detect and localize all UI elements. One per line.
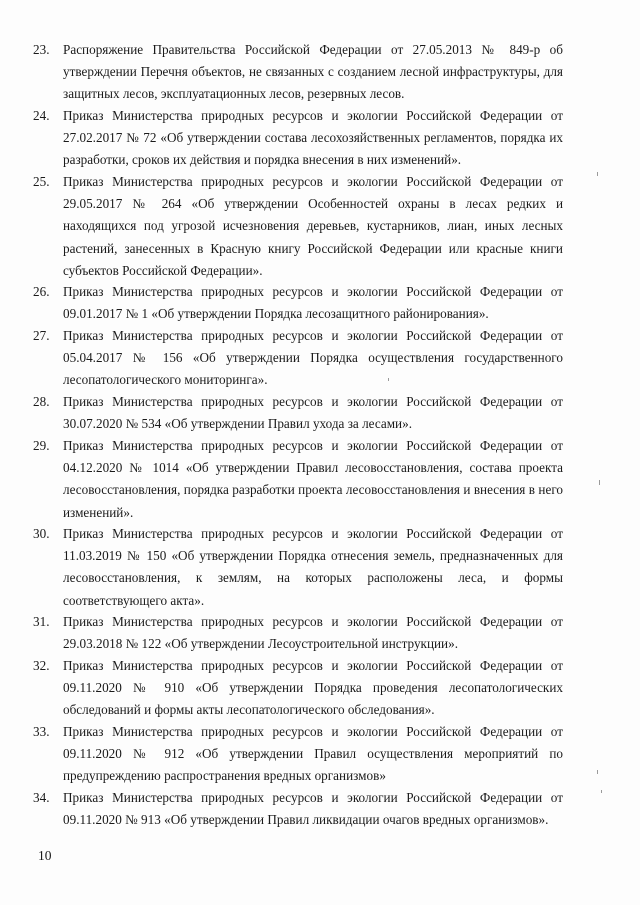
item-number: 31.	[33, 614, 50, 629]
item-text: Приказ Министерства природных ресурсов и экологии Российской Федерации от 04.12.2020 № 1014 «Об утверждении Правил лесовосстановления, состава проекта лесовосстановления, порядка разработки проекта лесовосстановления и внесения в него изменений».	[63, 438, 563, 520]
list-item	[33, 281, 563, 325]
list-item	[33, 611, 563, 655]
list-item	[33, 105, 563, 172]
item-number: 28.	[33, 394, 50, 409]
scan-speck	[601, 790, 602, 793]
list-item	[33, 787, 563, 831]
list-item	[33, 435, 563, 524]
item-text: Приказ Министерства природных ресурсов и экологии Российской Федерации от 11.03.2019 № 150 «Об утверждении Порядка отнесения земель, предназначенных для лесовосстановления, к землям, на которых расположены леса, и формы соответствующего акта».	[63, 526, 563, 608]
item-number: 25.	[33, 174, 50, 189]
list-item	[33, 39, 563, 106]
list-item	[33, 721, 563, 788]
item-text: Приказ Министерства природных ресурсов и экологии Российской Федерации от 09.01.2017 № 1 «Об утверждении Порядка лесозащитного районирования».	[63, 284, 563, 322]
scan-speck	[388, 378, 389, 381]
list-item	[33, 655, 563, 722]
item-text: Приказ Министерства природных ресурсов и экологии Российской Федерации от 09.11.2020 № 910 «Об утверждении Порядка проведения лесопатологических обследований и формы акты лесопатологического обследования».	[63, 658, 563, 718]
item-number: 33.	[33, 724, 50, 739]
item-number: 32.	[33, 658, 50, 673]
item-number: 23.	[33, 42, 50, 57]
item-text: Приказ Министерства природных ресурсов и экологии Российской Федерации от 29.05.2017 № 264 «Об утверждении Особенностей охраны в лесах редких и находящихся под угрозой исчезновения деревьев, кустарников, лиан, иных лесных растений, занесенных в Красную книгу Российской Федерации или красные книги субъектов Российской Федерации».	[63, 174, 563, 278]
item-text: Приказ Министерства природных ресурсов и экологии Российской Федерации от 29.03.2018 № 122 «Об утверждении Лесоустроительной инструкции».	[63, 614, 563, 652]
item-text: Приказ Министерства природных ресурсов и экологии Российской Федерации от 27.02.2017 № 72 «Об утверждении состава лесохозяйственных регламентов, порядка их разработки, сроков их действия и порядка внесения в них изменений».	[63, 108, 563, 168]
scan-speck	[599, 480, 600, 485]
scan-speck	[597, 172, 598, 176]
list-item	[33, 325, 563, 392]
item-number: 24.	[33, 108, 50, 123]
list-item	[33, 171, 563, 282]
list-item	[33, 523, 563, 612]
page-number: 10	[38, 848, 52, 863]
item-number: 30.	[33, 526, 50, 541]
item-number: 27.	[33, 328, 50, 343]
item-text: Приказ Министерства природных ресурсов и экологии Российской Федерации от 09.11.2020 № 912 «Об утверждении Правил осуществления мероприятий по предупреждению распространения вредных организмов»	[63, 724, 563, 784]
item-text: Распоряжение Правительства Российской Федерации от 27.05.2013 № 849-р об утверждении Перечня объектов, не связанных с созданием лесной инфраструктуры, для защитных лесов, эксплуатационных лесов, резервных лесов.	[63, 42, 563, 102]
list-item	[33, 391, 563, 435]
item-text: Приказ Министерства природных ресурсов и экологии Российской Федерации от 30.07.2020 № 534 «Об утверждении Правил ухода за лесами».	[63, 394, 563, 432]
item-text: Приказ Министерства природных ресурсов и экологии Российской Федерации от 09.11.2020 № 913 «Об утверждении Правил ликвидации очагов вредных организмов».	[63, 790, 563, 828]
item-number: 34.	[33, 790, 50, 805]
item-number: 29.	[33, 438, 50, 453]
scan-speck	[597, 770, 598, 774]
item-number: 26.	[33, 284, 50, 299]
item-text: Приказ Министерства природных ресурсов и экологии Российской Федерации от 05.04.2017 № 156 «Об утверждении Порядка осуществления государственного лесопатологического мониторинга».	[63, 328, 563, 388]
